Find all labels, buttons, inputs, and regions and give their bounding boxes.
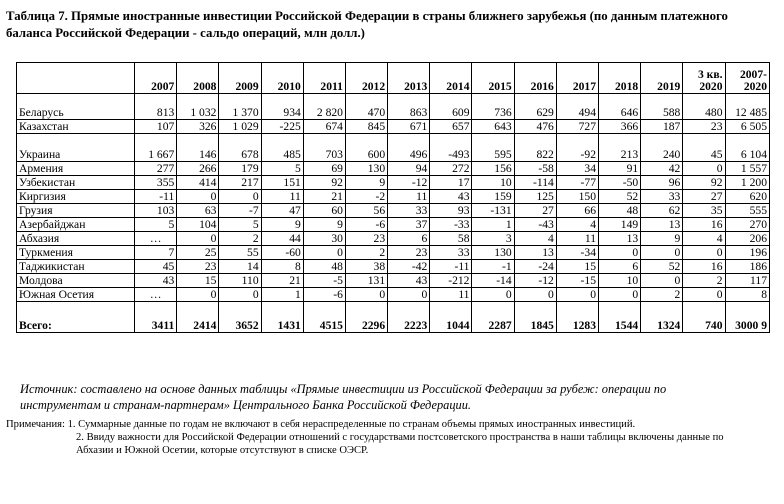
value-cell: 496 <box>388 134 430 162</box>
value-cell: 21 <box>303 190 345 204</box>
value-cell: 15 <box>556 260 598 274</box>
value-cell: 4 <box>556 218 598 232</box>
value-cell: 156 <box>472 162 514 176</box>
value-cell: 674 <box>303 120 345 134</box>
value-cell: 131 <box>345 274 387 288</box>
value-cell: 66 <box>556 204 598 218</box>
value-cell: 2287 <box>472 302 514 333</box>
column-header: 2018 <box>599 63 641 94</box>
value-cell: -6 <box>303 288 345 302</box>
value-cell: 643 <box>472 120 514 134</box>
value-cell: -6 <box>345 218 387 232</box>
value-cell: 27 <box>683 190 725 204</box>
value-cell: 107 <box>135 120 177 134</box>
value-cell: 10 <box>599 274 641 288</box>
value-cell: 0 <box>599 246 641 260</box>
value-cell: -12 <box>388 176 430 190</box>
value-cell: 146 <box>177 134 219 162</box>
value-cell: -43 <box>514 218 556 232</box>
value-cell: 727 <box>556 120 598 134</box>
header-corner <box>17 63 135 94</box>
value-cell: 33 <box>388 204 430 218</box>
value-cell: 1044 <box>430 302 472 333</box>
value-cell: 470 <box>345 94 387 120</box>
value-cell: 63 <box>177 204 219 218</box>
value-cell: 13 <box>599 232 641 246</box>
value-cell: 21 <box>261 274 303 288</box>
value-cell: 1845 <box>514 302 556 333</box>
value-cell: 822 <box>514 134 556 162</box>
column-header: 2009 <box>219 63 261 94</box>
value-cell: 11 <box>261 190 303 204</box>
value-cell: 0 <box>219 288 261 302</box>
value-cell: -33 <box>430 218 472 232</box>
value-cell: 1 <box>472 218 514 232</box>
table-body <box>17 94 770 333</box>
value-cell: -493 <box>430 134 472 162</box>
value-cell: 33 <box>641 190 683 204</box>
value-cell: 130 <box>472 246 514 260</box>
value-cell: 863 <box>388 94 430 120</box>
value-cell: 0 <box>472 288 514 302</box>
column-header: 2015 <box>472 63 514 94</box>
notes-block <box>6 418 746 457</box>
value-cell: 366 <box>599 120 641 134</box>
value-cell: 2414 <box>177 302 219 333</box>
value-cell: 1 370 <box>219 94 261 120</box>
value-cell: 3 <box>472 232 514 246</box>
column-header: 2016 <box>514 63 556 94</box>
value-cell: 43 <box>430 190 472 204</box>
value-cell: 629 <box>514 94 556 120</box>
value-cell: 13 <box>641 218 683 232</box>
value-cell: 266 <box>177 162 219 176</box>
value-cell: 16 <box>683 260 725 274</box>
value-cell: 96 <box>641 176 683 190</box>
value-cell: 3000 9 <box>725 302 769 333</box>
table-row <box>17 218 770 232</box>
value-cell: 0 <box>177 232 219 246</box>
value-cell: 3411 <box>135 302 177 333</box>
value-cell: -7 <box>219 204 261 218</box>
country-name-cell: Грузия <box>17 204 135 218</box>
value-cell: 9 <box>641 232 683 246</box>
value-cell: 0 <box>641 246 683 260</box>
table-title: Таблица 7. Прямые иностранные инвестиции Российской Федерации в страны ближнего зарубежья (по данным платежного баланса Российской Федерации - сальдо операций, млн долл.) <box>6 9 728 40</box>
value-cell: 196 <box>725 246 769 260</box>
value-cell: 703 <box>303 134 345 162</box>
value-cell: -225 <box>261 120 303 134</box>
column-header: 2008 <box>177 63 219 94</box>
value-cell: 0 <box>599 288 641 302</box>
value-cell: … <box>135 232 177 246</box>
value-cell: 2 <box>219 232 261 246</box>
value-cell: 179 <box>219 162 261 176</box>
column-header: 2012 <box>345 63 387 94</box>
value-cell: -58 <box>514 162 556 176</box>
value-cell: 1 032 <box>177 94 219 120</box>
value-cell: 2296 <box>345 302 387 333</box>
value-cell: 9 <box>261 218 303 232</box>
value-cell: 5 <box>219 218 261 232</box>
column-header: 2007 <box>135 63 177 94</box>
value-cell: 609 <box>430 94 472 120</box>
country-name-cell: Армения <box>17 162 135 176</box>
table-row <box>17 246 770 260</box>
value-cell: 6 <box>388 232 430 246</box>
value-cell: 23 <box>345 232 387 246</box>
value-cell: 555 <box>725 204 769 218</box>
value-cell: 92 <box>303 176 345 190</box>
value-cell: 58 <box>430 232 472 246</box>
value-cell: 736 <box>472 94 514 120</box>
column-header: 2011 <box>303 63 345 94</box>
value-cell: 0 <box>177 288 219 302</box>
value-cell: -1 <box>472 260 514 274</box>
value-cell: 4 <box>683 232 725 246</box>
value-cell: 13 <box>514 246 556 260</box>
column-header: 2013 <box>388 63 430 94</box>
value-cell: 0 <box>345 288 387 302</box>
value-cell: 9 <box>303 218 345 232</box>
table-row <box>17 94 770 120</box>
note-1: Примечания: 1. Суммарные данные по годам не включают в себя нераспределенные по странам объемы прямых иностранных инвестиций. <box>6 419 636 430</box>
country-name-cell: Таджикистан <box>17 260 135 274</box>
value-cell: 0 <box>514 288 556 302</box>
country-name-cell: Всего: <box>17 302 135 333</box>
value-cell: 355 <box>135 176 177 190</box>
value-cell: 42 <box>641 162 683 176</box>
table-row <box>17 260 770 274</box>
source-note: Источник: составлено на основе данных таблицы «Прямые инвестиции из Российской Федерации за рубеж: операции по инструментам и странам-партнерам» Центрального Банка Российской Федерации. <box>20 382 667 412</box>
value-cell: 272 <box>430 162 472 176</box>
value-cell: 33 <box>430 246 472 260</box>
value-cell: 934 <box>261 94 303 120</box>
value-cell: 92 <box>683 176 725 190</box>
value-cell: 0 <box>219 190 261 204</box>
investment-table <box>16 62 770 333</box>
value-cell: 2 <box>345 246 387 260</box>
value-cell: 186 <box>725 260 769 274</box>
value-cell: 9 <box>345 176 387 190</box>
value-cell: -60 <box>261 246 303 260</box>
value-cell: 6 505 <box>725 120 769 134</box>
value-cell: 55 <box>219 246 261 260</box>
value-cell: 5 <box>135 218 177 232</box>
value-cell: 213 <box>599 134 641 162</box>
total-row <box>17 302 770 333</box>
value-cell: 69 <box>303 162 345 176</box>
value-cell: -24 <box>514 260 556 274</box>
value-cell: 14 <box>219 260 261 274</box>
value-cell: 740 <box>683 302 725 333</box>
value-cell: 93 <box>430 204 472 218</box>
value-cell: 159 <box>472 190 514 204</box>
country-name-cell: Туркмения <box>17 246 135 260</box>
value-cell: 103 <box>135 204 177 218</box>
value-cell: 48 <box>599 204 641 218</box>
value-cell: 1 <box>261 288 303 302</box>
value-cell: 47 <box>261 204 303 218</box>
value-cell: 217 <box>219 176 261 190</box>
value-cell: 1 667 <box>135 134 177 162</box>
country-name-cell: Казахстан <box>17 120 135 134</box>
table-row <box>17 232 770 246</box>
value-cell: 43 <box>135 274 177 288</box>
column-header: 3 кв. 2020 <box>683 63 725 94</box>
country-name-cell: Узбекистан <box>17 176 135 190</box>
value-cell: 16 <box>683 218 725 232</box>
value-cell: 3652 <box>219 302 261 333</box>
value-cell: 23 <box>177 260 219 274</box>
value-cell: 45 <box>683 134 725 162</box>
value-cell: -42 <box>388 260 430 274</box>
value-cell: 476 <box>514 120 556 134</box>
value-cell: -11 <box>135 190 177 204</box>
value-cell: -11 <box>430 260 472 274</box>
value-cell: 91 <box>599 162 641 176</box>
value-cell: 25 <box>177 246 219 260</box>
value-cell: -14 <box>472 274 514 288</box>
value-cell: -92 <box>556 134 598 162</box>
value-cell: 1283 <box>556 302 598 333</box>
note-2: 2. Ввиду важности для Российской Федерации отношений с государствами постсоветского пространства в наши таблицы включены данные по Абхазии и Южной Осетии, которые отсутствуют в списке ОЭСР. <box>76 432 724 456</box>
value-cell: 485 <box>261 134 303 162</box>
value-cell: -77 <box>556 176 598 190</box>
value-cell: 44 <box>261 232 303 246</box>
table-row <box>17 162 770 176</box>
table-row <box>17 274 770 288</box>
value-cell: 104 <box>177 218 219 232</box>
value-cell: 150 <box>556 190 598 204</box>
value-cell: 125 <box>514 190 556 204</box>
value-cell: -12 <box>514 274 556 288</box>
value-cell: 56 <box>345 204 387 218</box>
country-name-cell: Азербайджан <box>17 218 135 232</box>
value-cell: 27 <box>514 204 556 218</box>
value-cell: 10 <box>472 176 514 190</box>
value-cell: -114 <box>514 176 556 190</box>
value-cell: 2 <box>641 288 683 302</box>
value-cell: 678 <box>219 134 261 162</box>
value-cell: 17 <box>430 176 472 190</box>
value-cell: 600 <box>345 134 387 162</box>
value-cell: 595 <box>472 134 514 162</box>
value-cell: 23 <box>683 120 725 134</box>
value-cell: 15 <box>177 274 219 288</box>
value-cell: 23 <box>388 246 430 260</box>
value-cell: 0 <box>556 288 598 302</box>
value-cell: 206 <box>725 232 769 246</box>
value-cell: 94 <box>388 162 430 176</box>
value-cell: 0 <box>641 274 683 288</box>
value-cell: 151 <box>261 176 303 190</box>
value-cell: 671 <box>388 120 430 134</box>
value-cell: 4 <box>514 232 556 246</box>
column-header: 2019 <box>641 63 683 94</box>
value-cell: 813 <box>135 94 177 120</box>
value-cell: 38 <box>345 260 387 274</box>
value-cell: 1431 <box>261 302 303 333</box>
value-cell: -50 <box>599 176 641 190</box>
column-header: 2017 <box>556 63 598 94</box>
value-cell: 2223 <box>388 302 430 333</box>
value-cell: 11 <box>430 288 472 302</box>
value-cell: 494 <box>556 94 598 120</box>
country-name-cell: Беларусь <box>17 94 135 120</box>
table-row <box>17 120 770 134</box>
value-cell: 0 <box>303 246 345 260</box>
table-header-row <box>17 63 770 94</box>
value-cell: 8 <box>725 288 769 302</box>
table-row <box>17 204 770 218</box>
value-cell: 2 820 <box>303 94 345 120</box>
value-cell: 1 200 <box>725 176 769 190</box>
value-cell: 277 <box>135 162 177 176</box>
value-cell: 1544 <box>599 302 641 333</box>
value-cell: 620 <box>725 190 769 204</box>
value-cell: 110 <box>219 274 261 288</box>
value-cell: 588 <box>641 94 683 120</box>
value-cell: 12 485 <box>725 94 769 120</box>
value-cell: 240 <box>641 134 683 162</box>
value-cell: 480 <box>683 94 725 120</box>
value-cell: 646 <box>599 94 641 120</box>
value-cell: 62 <box>641 204 683 218</box>
value-cell: 0 <box>683 162 725 176</box>
value-cell: 6 <box>599 260 641 274</box>
value-cell: 1 557 <box>725 162 769 176</box>
value-cell: 30 <box>303 232 345 246</box>
value-cell: 0 <box>683 288 725 302</box>
country-name-cell: Киргизия <box>17 190 135 204</box>
value-cell: … <box>135 288 177 302</box>
value-cell: -34 <box>556 246 598 260</box>
table-row <box>17 134 770 162</box>
value-cell: 326 <box>177 120 219 134</box>
value-cell: 130 <box>345 162 387 176</box>
value-cell: -131 <box>472 204 514 218</box>
value-cell: 11 <box>556 232 598 246</box>
value-cell: 35 <box>683 204 725 218</box>
country-name-cell: Южная Осетия <box>17 288 135 302</box>
value-cell: 0 <box>177 190 219 204</box>
value-cell: 11 <box>388 190 430 204</box>
value-cell: 1324 <box>641 302 683 333</box>
value-cell: 1 029 <box>219 120 261 134</box>
value-cell: 8 <box>261 260 303 274</box>
value-cell: 37 <box>388 218 430 232</box>
value-cell: 48 <box>303 260 345 274</box>
value-cell: 5 <box>261 162 303 176</box>
value-cell: 52 <box>641 260 683 274</box>
value-cell: 845 <box>345 120 387 134</box>
country-name-cell: Молдова <box>17 274 135 288</box>
value-cell: 43 <box>388 274 430 288</box>
value-cell: 34 <box>556 162 598 176</box>
value-cell: -15 <box>556 274 598 288</box>
value-cell: 117 <box>725 274 769 288</box>
value-cell: 149 <box>599 218 641 232</box>
value-cell: 270 <box>725 218 769 232</box>
value-cell: 4515 <box>303 302 345 333</box>
country-name-cell: Абхазия <box>17 232 135 246</box>
value-cell: -212 <box>430 274 472 288</box>
country-name-cell: Украина <box>17 134 135 162</box>
value-cell: 2 <box>683 274 725 288</box>
value-cell: -5 <box>303 274 345 288</box>
value-cell: 7 <box>135 246 177 260</box>
table-row <box>17 190 770 204</box>
value-cell: 0 <box>683 246 725 260</box>
table-row <box>17 176 770 190</box>
value-cell: 0 <box>388 288 430 302</box>
table-row <box>17 288 770 302</box>
value-cell: 45 <box>135 260 177 274</box>
value-cell: -2 <box>345 190 387 204</box>
value-cell: 657 <box>430 120 472 134</box>
value-cell: 60 <box>303 204 345 218</box>
column-header: 2007-2020 <box>725 63 769 94</box>
value-cell: 52 <box>599 190 641 204</box>
column-header: 2010 <box>261 63 303 94</box>
value-cell: 187 <box>641 120 683 134</box>
value-cell: 6 104 <box>725 134 769 162</box>
column-header: 2014 <box>430 63 472 94</box>
value-cell: 414 <box>177 176 219 190</box>
